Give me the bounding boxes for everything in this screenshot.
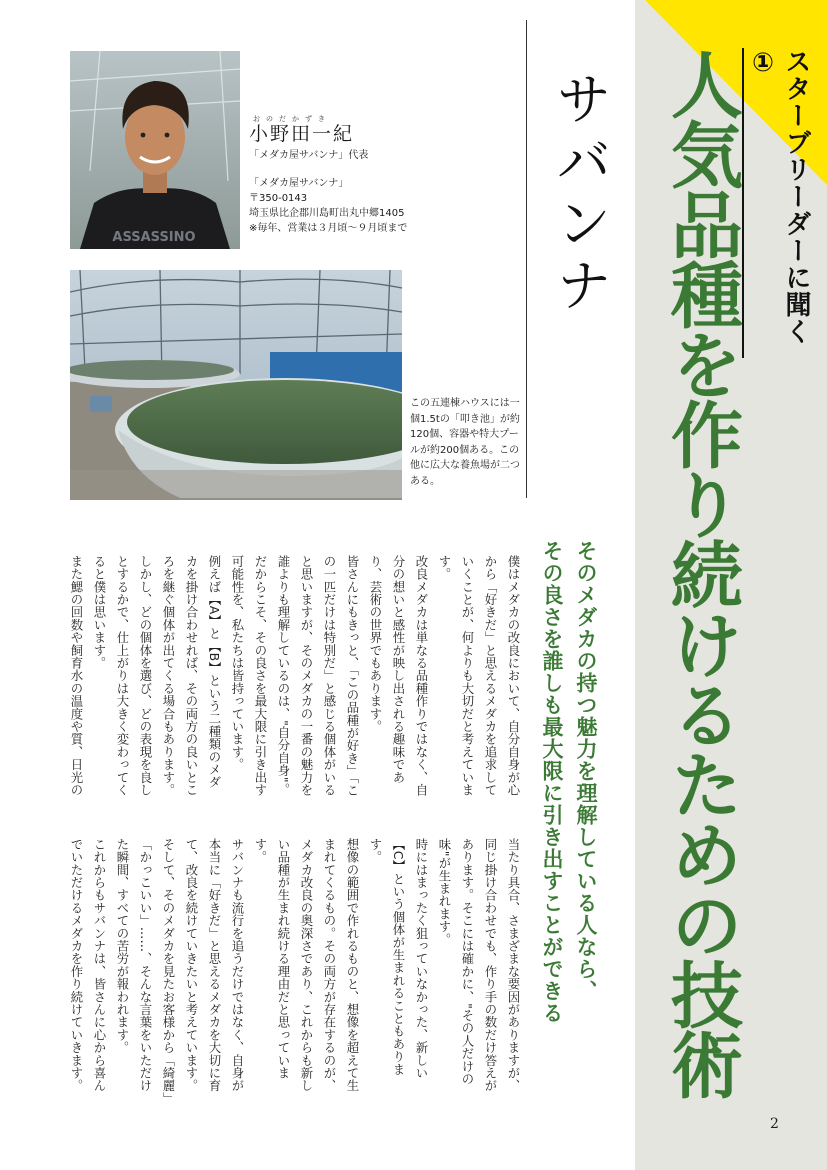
paragraph: 改良メダカは単なる品種作りではなく、自分の想いと感性が映し出される趣味であり、芸術の世界でもあります。: [368, 555, 429, 797]
shop-address: 埼玉県比企郡川島町出丸中郷1405: [249, 208, 405, 219]
article-title: 人気品種を作り続けるための技術: [659, 48, 744, 1098]
paragraph: 僕はメダカの改良において、自分自身が心から「好きだ」と思えるメダカを追求していくことが、何よりも大切だと考えています。: [437, 555, 521, 797]
paragraph: これからもサバンナは、皆さんに心から喜んでいただけるメダカを作り続けていきます。: [69, 838, 107, 1092]
paragraph: 皆さんにもきっと、「この品種が好き」「この一匹だけは特別だ」と感じる個体がいると思いますが、そのメダカの一番の魅力を誰よりも理解しているのは、"自分自身"。だからこそ、その良さを最大限に引き出す可能性を、私たちは皆持っています。: [230, 555, 360, 797]
breeder-role: 「メダカ屋サバンナ」代表: [249, 150, 369, 161]
page-number: 2: [770, 1116, 779, 1132]
brand-name: サバンナ: [547, 70, 612, 318]
divider-rule: [526, 20, 527, 498]
series-label: スターブリーダーに聞く①: [742, 48, 815, 358]
season-note: ※毎年、営業は３月頃〜９月頃まで: [249, 223, 408, 234]
portrait-photo: [70, 51, 240, 249]
paragraph: サバンナも流行を追うだけではなく、自身が本当に「好きだ」と思えるメダカを大切に育て、改良を続けていきたいと考えています。: [184, 838, 245, 1092]
lead-line: その良さを誰しも最大限に引き出すことができる: [540, 540, 565, 1024]
paragraph: しかし、どの個体を選び、どの表現を良しとするかで、仕上がりは大きく変わってくると僕は思います。: [92, 555, 153, 797]
greenhouse-photo: [70, 270, 402, 500]
paragraph: 想像の範囲で作れるものと、想像を超えて生まれてくるもの。その両方が存在するのが、メダカ改良の奥深さであり、これからも新しい品種が生まれ続ける理由だと思っています。: [253, 838, 360, 1092]
shop-name: 「メダカ屋サバンナ」: [249, 178, 349, 189]
body-text-lower: [63, 838, 525, 1100]
name-ruby: おのだかずき: [253, 115, 331, 123]
lead-line: そのメダカの持つ魅力を理解している人なら、: [574, 540, 599, 1002]
body-text-upper: [63, 555, 525, 800]
paragraph: 当たり具合、さまざまな要因がありますが、同じ掛け合わせでも、作り手の数だけ答えがあります。そこには確かに、"その人だけの味"が生まれます。: [437, 838, 521, 1092]
postal-code: 〒350-0143: [249, 193, 308, 204]
breeder-name: 小野田一紀: [249, 123, 355, 145]
paragraph: 時にはまったく狙っていなかった、新しい【C】という個体が生まれることもあります。: [368, 838, 429, 1080]
paragraph: 例えば【A】と【B】という二種類のメダカを掛け合わせれば、その両方の良いところを継ぐ個体が出てくる場合もあります。: [161, 555, 222, 797]
profile-block: [249, 112, 489, 236]
svg-text:ASSASSINO: ASSASSINO: [112, 230, 196, 245]
paragraph: そして、そのメダカを見たお客様から「綺麗」「かっこいい」……、そんな言葉をいただけた瞬間、すべての苦労が報われます。: [115, 838, 176, 1099]
lead-text: [535, 540, 603, 1100]
paragraph: また鰓の回数や飼育水の温度や質、日光の: [69, 555, 84, 797]
photo-caption: この五連棟ハウスには一個1.5tの「叩き池」が約120個、容器や特大プールが約200個ある。この他に広大な養魚場が二つある。: [410, 398, 520, 487]
